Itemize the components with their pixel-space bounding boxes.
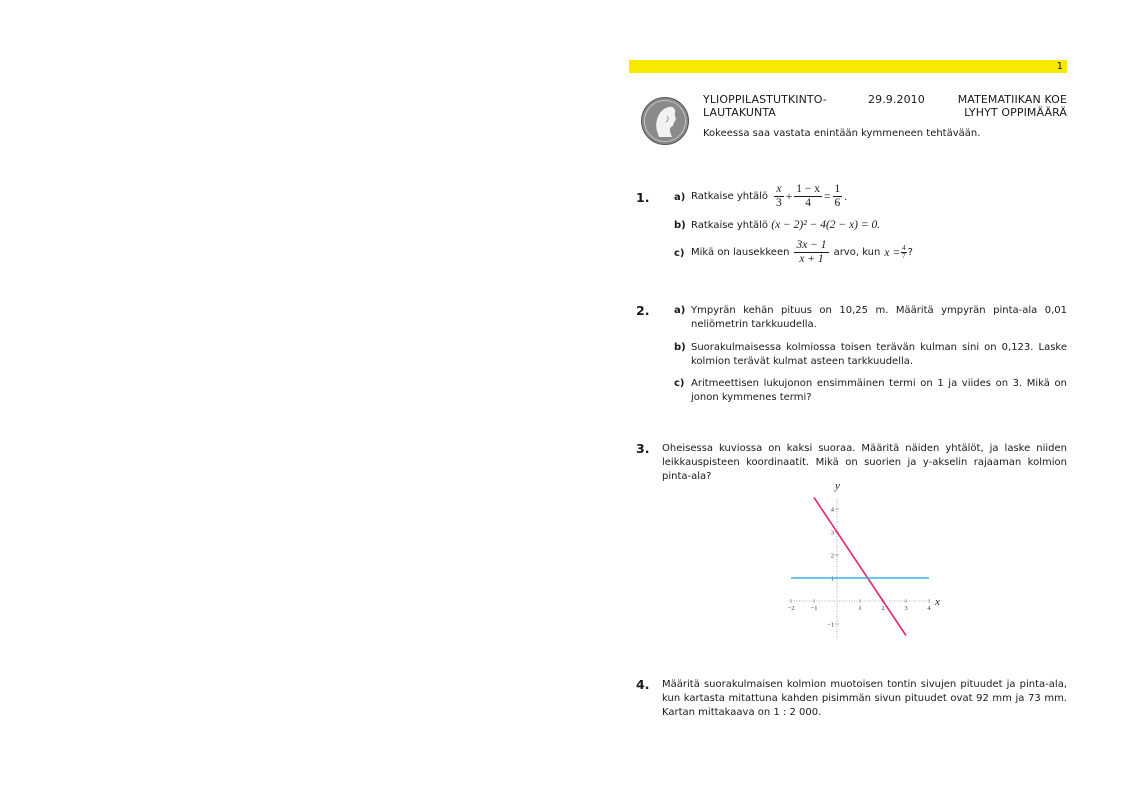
q1-c-small-num: 4 [902, 244, 906, 252]
seal-logo-icon [640, 96, 690, 146]
q1-a-fraction-3 [833, 183, 843, 210]
q1-b-text: Ratkaise yhtälö [691, 220, 769, 231]
q1-a-equals: = [824, 190, 831, 203]
q1-c-line [691, 239, 913, 266]
y-axis-label: y [835, 480, 840, 492]
q1-a-f1-den: 3 [776, 197, 782, 209]
q1-b-equation: (x − 2)² − 4(2 − x) = 0. [771, 219, 881, 231]
q1-a-plus: + [785, 190, 793, 203]
q1-a-f2-num: 1 − x [796, 183, 821, 195]
q1-a-label: a) [674, 192, 686, 203]
q2-c-label: c) [674, 378, 685, 389]
y-tick-label: −1 [827, 621, 834, 629]
y-tick-label: 1 [830, 575, 834, 583]
exam-date: 29.9.2010 [868, 93, 925, 106]
q1-c-fraction [794, 239, 828, 266]
q1-c-text-2: arvo, kun [833, 246, 881, 258]
q1-c-text-1: Mikä on lausekkeen [691, 246, 790, 258]
exam-title [940, 93, 1067, 119]
q1-c-small-den: 7 [902, 252, 906, 260]
q1-a-f3-num: 1 [834, 183, 841, 195]
q1-c-math: x = [884, 246, 901, 259]
x-tick-label: 2 [881, 605, 885, 612]
q2-b-text: Suorakulmaisessa kolmiossa toisen terävän kulman sini on 0,123. Laske kolmion terävät kulmat asteen tarkkuudella. [691, 342, 1067, 367]
x-axis-label: x [935, 596, 940, 608]
q1-a-text: Ratkaise yhtälö [691, 190, 769, 202]
y-tick-label: 2 [830, 552, 834, 560]
q1-c-f-den: x + 1 [799, 253, 824, 265]
q1-b-label: b) [674, 220, 686, 231]
q1-a-end: . [844, 190, 848, 203]
question-4-number: 4. [636, 677, 650, 692]
exam-title-line-2: LYHYT OPPIMÄÄRÄ [964, 106, 1067, 119]
q1-a-f2-den: 4 [805, 197, 812, 209]
q1-c-f-num: 3x − 1 [796, 239, 827, 251]
q1-c-end: ? [907, 246, 913, 258]
q1-c-label: c) [674, 248, 685, 259]
x-tick-label: −1 [810, 605, 818, 612]
y-tick-label: 4 [830, 506, 834, 514]
x-tick-label: 4 [927, 605, 931, 612]
q1-b-line [691, 218, 880, 233]
question-2-number: 2. [636, 303, 650, 318]
q3-text: Oheisessa kuviossa on kaksi suoraa. Määritä näiden yhtälöt, ja laske niiden leikkauspisteen koordinaatit. Mikä on suorien ja y-akselin rajaaman kolmion pinta-ala? [662, 443, 1067, 482]
org-line-1: YLIOPPILASTUTKINTO- [703, 93, 827, 106]
q2-a-text: Ympyrän kehän pituus on 10,25 m. Määritä ympyrän pinta-ala 0,01 neliömetrin tarkkuudella. [691, 305, 1067, 330]
q1-a-fraction-2 [794, 183, 822, 210]
instruction-text: Kokeessa saa vastata enintään kymmeneen tehtävään. [703, 128, 981, 139]
org-name [703, 93, 827, 119]
q2-c-text: Aritmeettisen lukujonon ensimmäinen termi on 1 ja viides on 3. Mikä on jonon kymmenes termi? [691, 378, 1067, 403]
exam-title-line-1: MATEMATIIKAN KOE [957, 93, 1067, 106]
q2-a-label: a) [674, 305, 686, 316]
x-tick-label: 1 [858, 605, 862, 612]
q2-b-label: b) [674, 342, 686, 353]
q1-c-small-fraction [901, 245, 907, 260]
series-line-1 [814, 498, 906, 636]
x-tick-label: −2 [787, 605, 795, 612]
q1-a-fraction-1 [774, 183, 784, 210]
coordinate-chart [780, 478, 950, 643]
q4-text: Määritä suorakulmaisen kolmion muotoisen tontin sivujen pituudet ja pinta-ala, kun kartasta mitattuna kahden pisimmän sivun pituudet ovat 92 mm ja 73 mm. Kartan mittakaava on 1 : 2 000. [662, 679, 1067, 718]
y-tick-label: 3 [830, 529, 834, 537]
question-3-number: 3. [636, 441, 650, 456]
org-line-2: LAUTAKUNTA [703, 106, 776, 119]
q1-a-f3-den: 6 [834, 197, 841, 209]
question-1-number: 1. [636, 190, 650, 205]
header-bar [629, 60, 1067, 73]
q1-a-line [691, 183, 847, 210]
page-number: 1 [1056, 61, 1063, 72]
q1-a-f1-num: x [774, 183, 784, 197]
x-tick-label: 3 [904, 605, 908, 612]
